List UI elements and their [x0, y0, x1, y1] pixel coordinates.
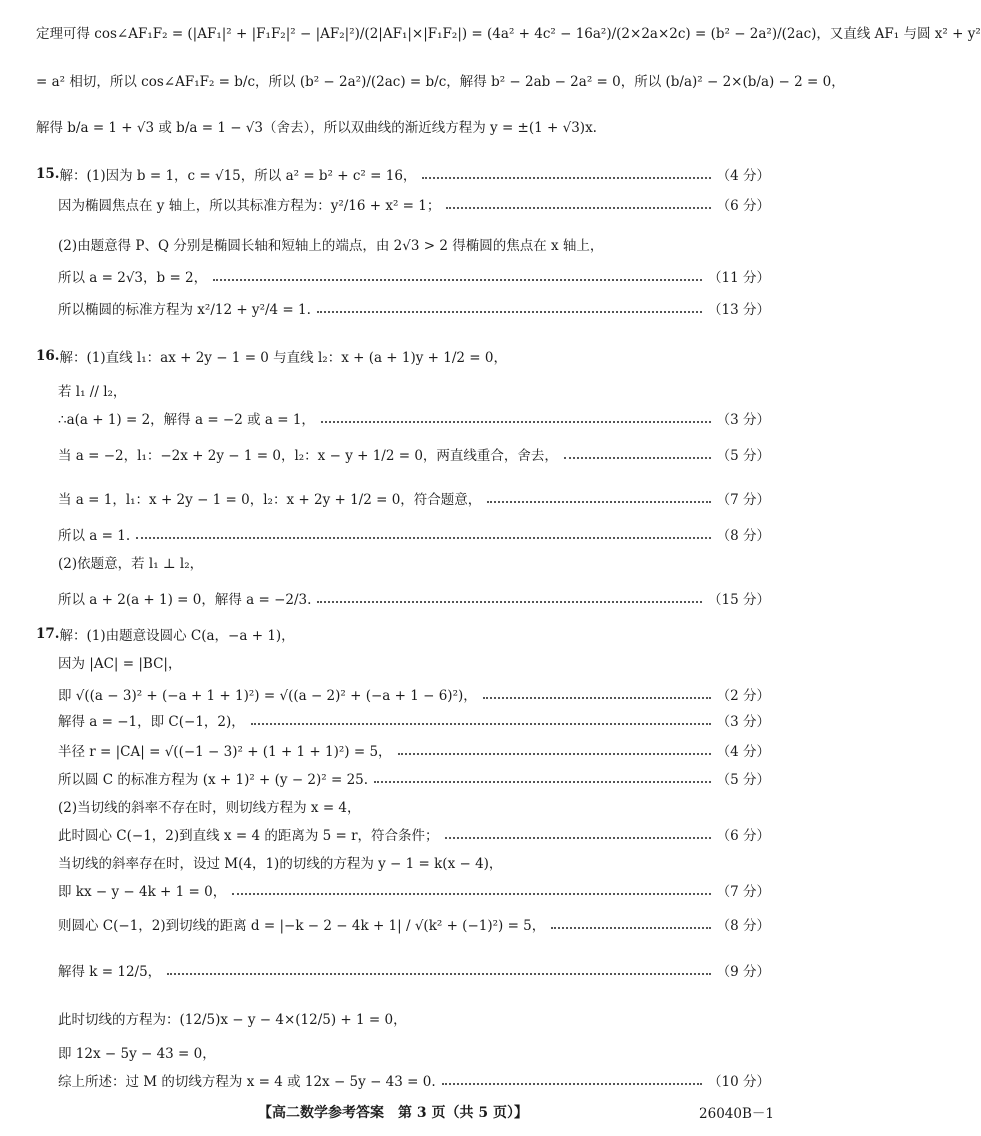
solution-line: 半径 r = |CA| = √((−1 − 3)² + (1 + 1 + 1)²) = 5， （4 分）	[58, 738, 770, 762]
dot-leader	[442, 1083, 702, 1085]
solution-line: 综上所述：过 M 的切线方程为 x = 4 或 12x − 5y − 43 = 0. （10 分）	[58, 1068, 770, 1092]
dot-leader	[232, 893, 710, 895]
score: （3 分）	[716, 412, 770, 428]
problem-number: 16.	[36, 348, 60, 364]
footer-title: 【高二数学参考答案 第 3 页（共 5 页）】	[258, 1105, 528, 1121]
score: （11 分）	[708, 270, 770, 286]
score: （6 分）	[716, 828, 770, 844]
score: （10 分）	[708, 1074, 770, 1090]
dot-leader	[398, 753, 711, 755]
solution-line: 所以 a + 2(a + 1) = 0，解得 a = −2/3. （15 分）	[58, 586, 770, 610]
score: （4 分）	[716, 744, 770, 760]
dot-leader	[446, 207, 710, 209]
solution-line: (2)依题意，若 l₁ ⊥ l₂，	[58, 556, 204, 572]
score: （8 分）	[716, 918, 770, 934]
score: （4 分）	[716, 168, 770, 184]
dot-leader	[374, 781, 711, 783]
page-footer	[0, 1102, 800, 1126]
solution-line: 即 kx − y − 4k + 1 = 0， （7 分）	[58, 878, 770, 902]
solution-line: (2)当切线的斜率不存在时，则切线方程为 x = 4，	[58, 800, 361, 816]
solution-line: ∴a(a + 1) = 2，解得 a = −2 或 a = 1， （3 分）	[58, 406, 770, 430]
solution-line: 则圆心 C(−1，2)到切线的距离 d = |−k − 2 − 4k + 1| / √(k² + (−1)²) = 5， （8 分）	[58, 912, 770, 936]
dot-leader	[321, 421, 711, 423]
text-line: = a² 相切，所以 cos∠AF₁F₂ = b/c，所以 (b² − 2a²)/(2ac) = b/c，解得 b² − 2ab − 2a² = 0，所以 (b/a)² − 2×(b/a) − 2 = 0，	[36, 74, 845, 90]
solution-line: 解得 k = 12/5， （9 分）	[58, 958, 770, 982]
solution-line: 解得 a = −1，即 C(−1，2)， （3 分）	[58, 708, 770, 732]
solution-line: 当切线的斜率存在时，设过 M(4，1)的切线的方程为 y − 1 = k(x − 4)，	[58, 856, 503, 872]
problem-16-line: 16. 解：(1)直线 l₁：ax + 2y − 1 = 0 与直线 l₂：x + (a + 1)y + 1/2 = 0，	[36, 348, 507, 366]
problem-number: 15.	[36, 166, 60, 182]
score: （2 分）	[716, 688, 770, 704]
solution-line: 当 a = 1，l₁：x + 2y − 1 = 0，l₂：x + 2y + 1/2 = 0，符合题意， （7 分）	[58, 486, 770, 510]
problem-15-line: 15. 解：(1)因为 b = 1，c = √15，所以 a² = b² + c² = 16， （4 分）	[36, 166, 770, 184]
score: （8 分）	[716, 528, 770, 544]
dot-leader	[445, 837, 711, 839]
score: （6 分）	[716, 198, 770, 214]
footer-code: 26040B－1	[699, 1106, 774, 1122]
dot-leader	[167, 973, 710, 975]
score: （5 分）	[716, 448, 770, 464]
solution-line: 所以 a = 1. （8 分）	[58, 522, 770, 546]
dot-leader	[551, 927, 710, 929]
solution-line: 此时切线的方程为：(12/5)x − y − 4×(12/5) + 1 = 0，	[58, 1012, 407, 1028]
score: （7 分）	[716, 884, 770, 900]
dot-leader	[483, 697, 711, 699]
solution-line: (2)由题意得 P、Q 分别是椭圆长轴和短轴上的端点，由 2√3 > 2 得椭圆的焦点在 x 轴上，	[58, 238, 604, 254]
text-line: 定理可得 cos∠AF₁F₂ = (|AF₁|² + |F₁F₂|² − |AF₂|²)/(2|AF₁|×|F₁F₂|) = (4a² + 4c² − 16a²)/(2×2a×2c) = (b² − 2a²)/(2ac)，又直线 AF₁ 与圆 x² + y²	[36, 26, 981, 42]
score: （13 分）	[708, 302, 770, 318]
dot-leader	[136, 537, 710, 539]
score: （7 分）	[716, 492, 770, 508]
dot-leader	[317, 311, 702, 313]
problem-17-line: 17. 解：(1)由题意设圆心 C(a，−a + 1)，	[36, 626, 295, 644]
solution-line: 所以 a = 2√3，b = 2， （11 分）	[58, 264, 770, 288]
solution-line: 此时圆心 C(−1，2)到直线 x = 4 的距离为 5 = r，符合条件； （6 分）	[58, 822, 770, 846]
dot-leader	[213, 279, 702, 281]
score: （3 分）	[716, 714, 770, 730]
dot-leader	[487, 501, 710, 503]
text-line: 解得 b/a = 1 + √3 或 b/a = 1 − √3（舍去），所以双曲线的渐近线方程为 y = ±(1 + √3)x.	[36, 120, 597, 136]
solution-line: 即 √((a − 3)² + (−a + 1 + 1)²) = √((a − 2)² + (−a + 1 − 6)²)， （2 分）	[58, 682, 770, 706]
dot-leader	[422, 177, 710, 179]
score: （5 分）	[716, 772, 770, 788]
problem-number: 17.	[36, 626, 60, 642]
dot-leader	[317, 601, 702, 603]
solution-line: 若 l₁ // l₂，	[58, 384, 127, 400]
score: （9 分）	[716, 964, 770, 980]
solution-line: 当 a = −2，l₁：−2x + 2y − 1 = 0，l₂：x − y + 1/2 = 0，两直线重合，舍去， （5 分）	[58, 442, 770, 466]
solution-line: 所以椭圆的标准方程为 x²/12 + y²/4 = 1. （13 分）	[58, 296, 770, 320]
dot-leader	[564, 457, 711, 459]
solution-line: 因为椭圆焦点在 y 轴上，所以其标准方程为：y²/16 + x² = 1； （6 分）	[58, 192, 770, 216]
solution-line: 即 12x − 5y − 43 = 0，	[58, 1046, 216, 1062]
dot-leader	[251, 723, 711, 725]
score: （15 分）	[708, 592, 770, 608]
solution-line: 所以圆 C 的标准方程为 (x + 1)² + (y − 2)² = 25. （5 分）	[58, 766, 770, 790]
solution-line: 因为 |AC| = |BC|，	[58, 656, 182, 672]
